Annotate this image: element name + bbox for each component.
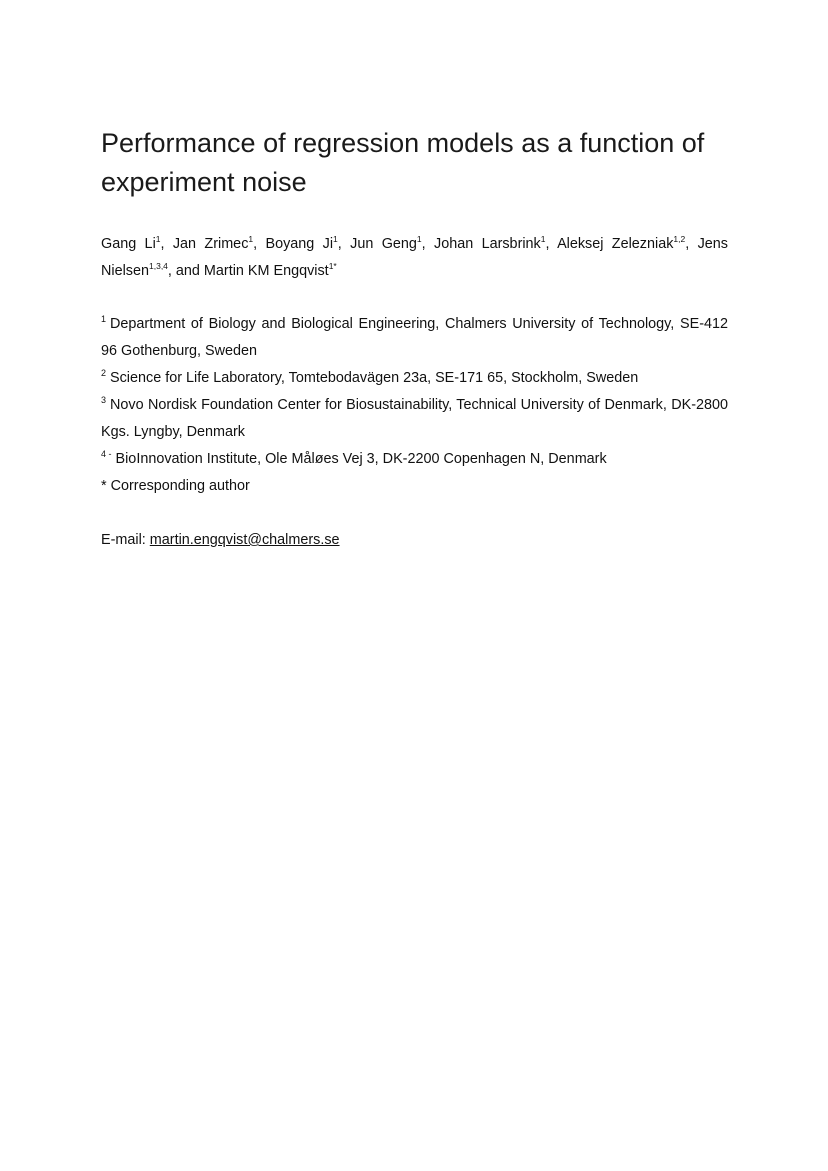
author-item: Jan Zrimec$^1$ — [172, 234, 254, 252]
author-item: Jun Geng$^1$ — [350, 234, 422, 252]
corresponding-author-note: * Corresponding author — [101, 478, 250, 494]
affiliation-item: $^2$ Science for Life Laboratory, Tomtebodavägen 23a, SE-171 65, Stockholm, Sweden — [101, 368, 639, 386]
affiliation-item: $^1$ Department of Biology and Biological Engineering, Chalmers University of Technology, SE-412 96 Gothenburg, Sweden — [101, 314, 728, 359]
email-link[interactable]: martin.engqvist@chalmers.se — [149, 532, 340, 548]
author-list: Gang Li$^1$, Jan Zrimec$^1$, Boyang Ji$^1$, Jun Geng$^1$, Johan Larsbrink$^1$, Aleksej Zelezniak$^{1,2}$, Jens Nielsen$^{1,3,4}$, and Martin KM Engqvist$^{1*}$ — [101, 234, 728, 279]
author-item: Jens Nielsen$^{1,3,4}$ — [101, 236, 728, 279]
email-label: E-mail: — [101, 532, 150, 548]
affiliation-item: $^{4 -}$ BioInnovation Institute, Ole Måløes Vej 3, DK-2200 Copenhagen N, Denmark — [101, 449, 607, 467]
affiliation-list — [101, 311, 728, 500]
paper-title: Performance of regression models as a function of experiment noise — [101, 128, 705, 197]
author-item: Gang Li$^1$ — [101, 234, 161, 252]
author-item: Martin KM Engqvist$^{1*}$ — [203, 261, 337, 279]
email-line — [101, 527, 340, 554]
author-item: Boyang Ji$^1$ — [265, 234, 338, 252]
affiliation-item: $^3$ Novo Nordisk Foundation Center for Biosustainability, Technical University of Denmark, DK-2800 Kgs. Lyngby, Denmark — [101, 395, 728, 440]
author-item: Johan Larsbrink$^1$ — [434, 234, 546, 252]
author-item: Aleksej Zelezniak$^{1,2}$ — [557, 234, 686, 252]
